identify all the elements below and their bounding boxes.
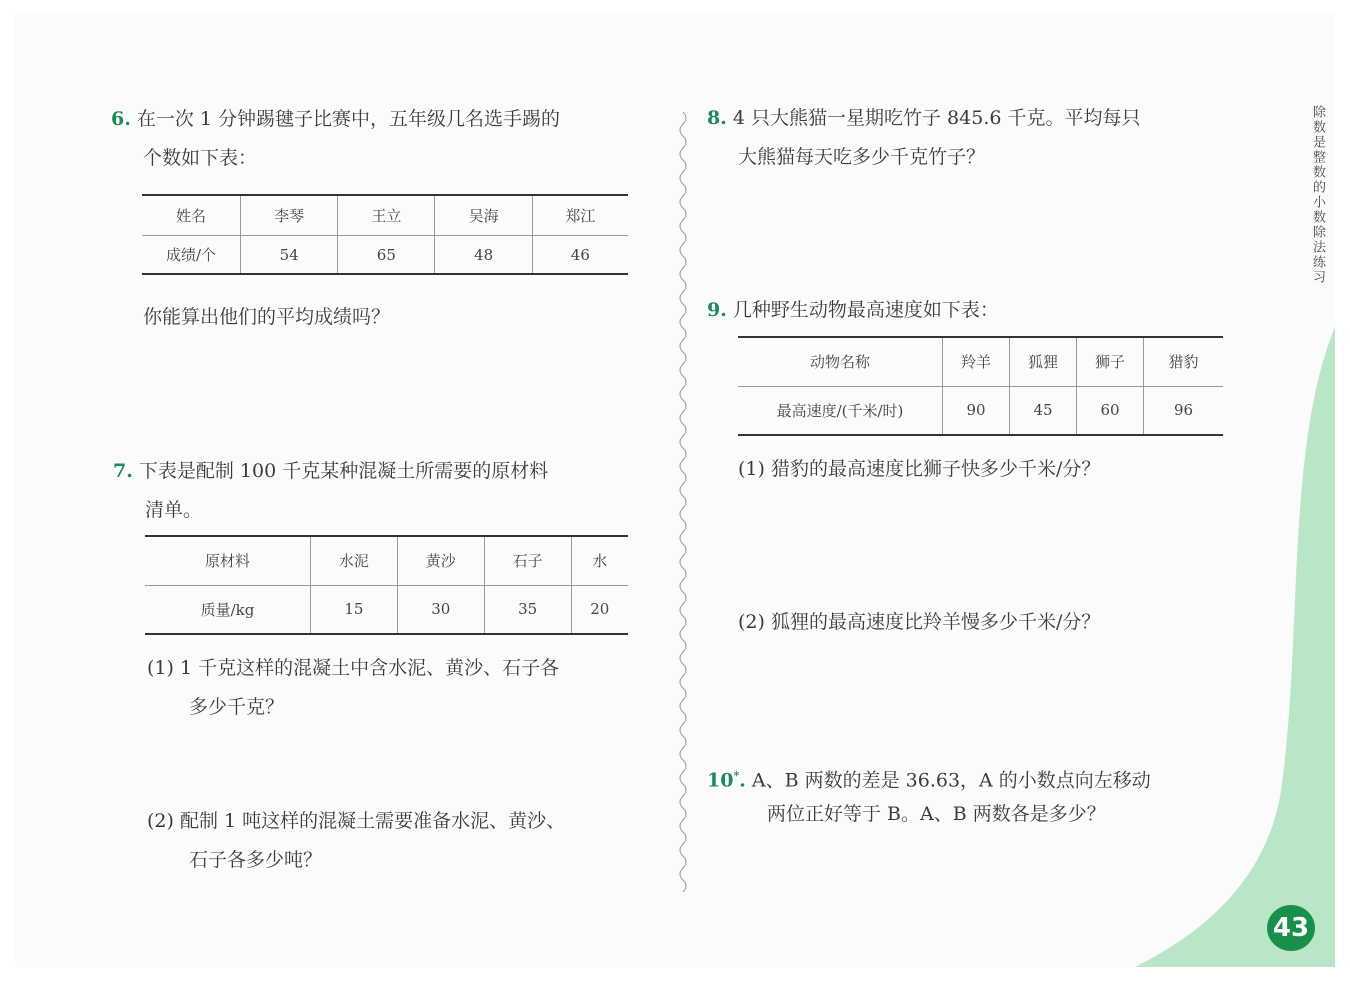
q7-header-cell: 水 — [571, 537, 628, 585]
q7-text-line1: 下表是配制 100 千克某种混凝土所需要的原材料 — [138, 460, 549, 482]
q9-header-cell: 狐狸 — [1010, 338, 1077, 386]
q7-sub1-line2: 多少千克？ — [189, 696, 285, 718]
q7-header-cell: 水泥 — [311, 537, 398, 585]
q6-score-cell: 46 — [570, 245, 590, 264]
q9-sub2: (2) 狐狸的最高速度比羚羊慢多少千米/分？ — [738, 611, 1101, 633]
q6-score-cell: 48 — [435, 235, 532, 274]
q9-speed-cell: 90 — [943, 386, 1010, 434]
q9-table-data-row — [738, 386, 1223, 434]
q6-header-cell: 王立 — [338, 196, 435, 235]
q9-sub1: (1) 猎豹的最高速度比狮子快多少千米/分？ — [738, 458, 1101, 480]
q7-sub1-line1: (1) 1 千克这样的混凝土中含水泥、黄沙、石子各 — [147, 657, 560, 679]
q10-text-line2: 两位正好等于 B。A、B 两数各是多少？ — [767, 803, 1106, 825]
q7-header-cell: 石子 — [484, 537, 571, 585]
q9-speed-cell: 96 — [1173, 401, 1194, 420]
q9-speed-cell: 45 — [1010, 386, 1077, 434]
q7-mass-cell: 20 — [590, 600, 610, 619]
q8-line1 — [707, 99, 1141, 138]
q6-table-header-row — [142, 196, 628, 235]
q6-question: 你能算出他们的平均成绩吗？ — [143, 306, 391, 328]
q10-text-line1: A、B 两数的差是 36.63，A 的小数点向左移动 — [751, 769, 1151, 792]
q7-mass-cell: 35 — [484, 585, 571, 633]
q6-header-cell: 吴海 — [435, 196, 532, 235]
q7-sub2-line1: (2) 配制 1 吨这样的混凝土需要准备水泥、黄沙、 — [147, 810, 566, 832]
q9-table-bottom-rule — [738, 434, 1223, 436]
q7-mass-cell: 30 — [397, 585, 484, 633]
q9-row-label: 最高速度/(千米/时) — [738, 386, 943, 434]
q9-header-cell: 羚羊 — [943, 338, 1010, 386]
q7-number: 7. — [113, 460, 133, 482]
q6-header-cell: 李琴 — [241, 196, 338, 235]
q7-mass-cell: 15 — [311, 585, 398, 633]
q6-table-data-row — [142, 235, 628, 274]
q6-score-cell: 65 — [338, 235, 435, 274]
q9-table-header-row — [738, 338, 1223, 386]
chapter-side-title: 除数是整数的小数除法练习 — [1310, 105, 1325, 285]
q7-table-header-row — [145, 537, 628, 585]
q10-dot: . — [739, 769, 746, 792]
q6-score-cell: 54 — [241, 235, 338, 274]
q7-header-cell: 黄沙 — [397, 537, 484, 585]
q8-number: 8. — [707, 107, 727, 129]
q6-table-bottom-rule — [142, 273, 628, 275]
q7-text-line2: 清单。 — [145, 499, 203, 521]
q6-number: 6. — [111, 108, 131, 130]
q9-speed-cell: 60 — [1077, 386, 1144, 434]
q9-line1 — [707, 291, 999, 330]
q6-text-line1: 在一次 1 分钟踢毽子比赛中，五年级几名选手踢的 — [136, 108, 561, 130]
q6-row-label: 成绩/个 — [142, 235, 241, 274]
q7-table — [145, 537, 628, 633]
q8-text-line1: 4 只大熊猫一星期吃竹子 845.6 千克。平均每只 — [732, 107, 1141, 129]
center-wavy-divider — [668, 112, 698, 892]
q9-text-line1: 几种野生动物最高速度如下表： — [732, 299, 999, 321]
q6-text-line2: 个数如下表： — [143, 147, 258, 169]
q6-table — [142, 196, 628, 274]
page-number-badge: 43 — [1267, 905, 1315, 951]
q9-header-cell: 猎豹 — [1144, 338, 1224, 386]
q6-line1 — [111, 100, 560, 139]
q7-table-data-row — [145, 585, 628, 633]
q6-header-cell: 郑江 — [532, 196, 628, 235]
q9-table — [738, 338, 1223, 434]
q10-star: * — [733, 769, 740, 782]
q9-header-cell: 狮子 — [1077, 338, 1144, 386]
q7-header-cell: 原材料 — [145, 537, 311, 585]
q7-table-bottom-rule — [145, 633, 628, 635]
q8-text-line2: 大熊猫每天吃多少千克竹子？ — [738, 146, 986, 168]
q9-number: 9. — [707, 299, 727, 321]
q7-row-label: 质量/kg — [145, 585, 311, 633]
q7-line1 — [113, 452, 548, 491]
q7-sub2-line2: 石子各多少吨？ — [189, 849, 323, 871]
q6-header-cell: 姓名 — [142, 196, 241, 235]
q10-line1 — [707, 756, 1151, 800]
q9-header-cell: 动物名称 — [738, 338, 943, 386]
q10-number: 10 — [707, 769, 734, 792]
